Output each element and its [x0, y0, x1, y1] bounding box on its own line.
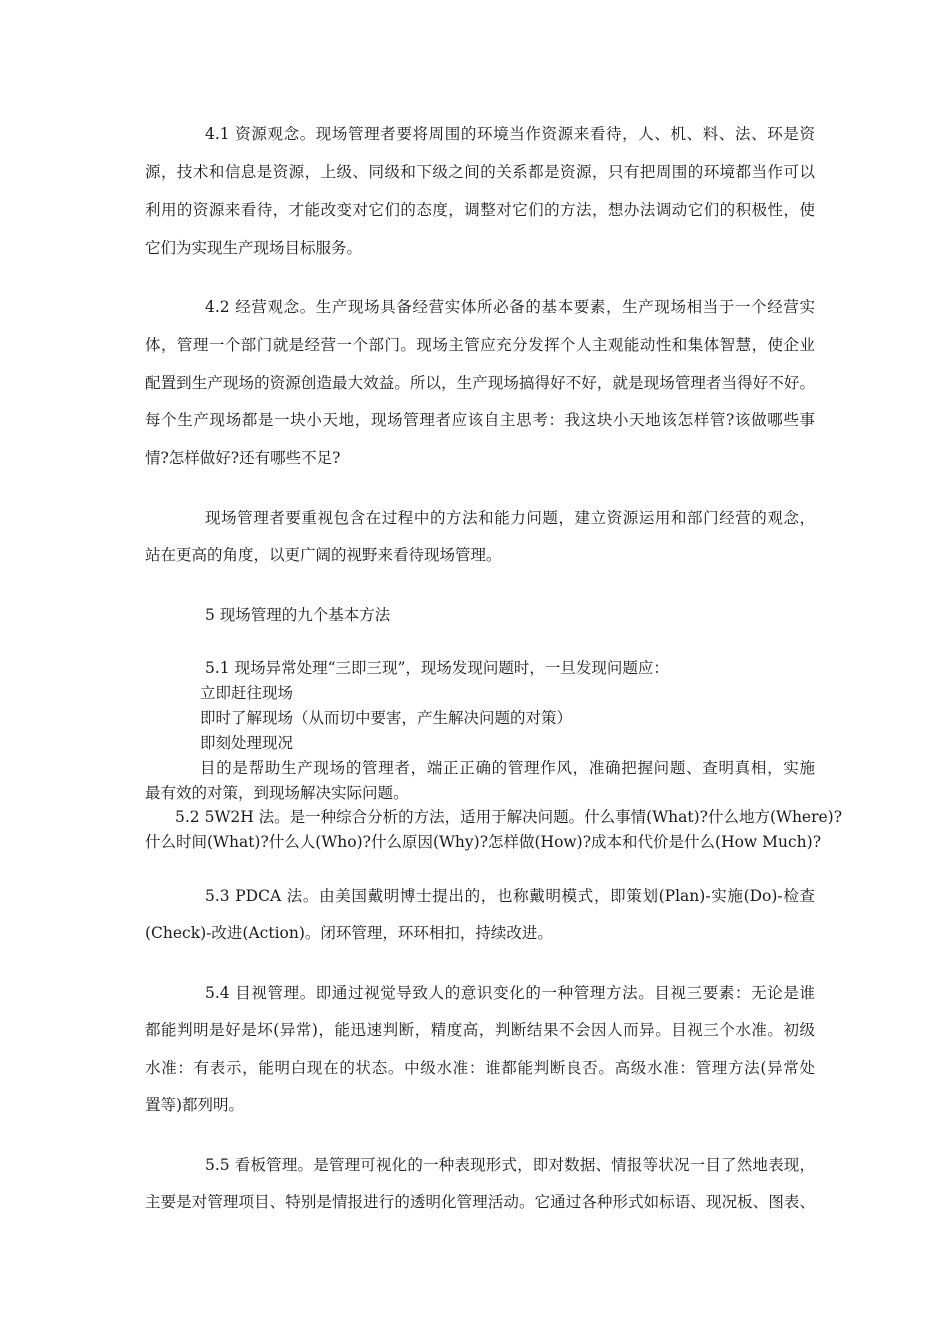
para-5-1-line-5: 目的是帮助生产现场的管理者，端正正确的管理作风，准确把握问题、查明真相，实施	[200, 759, 815, 777]
para-5-1-item-3: 即刻处理现况	[200, 734, 294, 752]
para-4-1-line-3: 利用的资源来看待，才能改变对它们的态度，调整对它们的方法，想办法调动它们的积极性，使	[145, 201, 815, 219]
section-5-heading: 5 现场管理的九个基本方法	[205, 606, 391, 624]
para-5-4-line-4: 置等)都列明。	[145, 1096, 245, 1114]
para-4-1-line-4: 它们为实现生产现场目标服务。	[145, 239, 363, 257]
summary-line-2: 站在更高的角度，以更广阔的视野来看待现场管理。	[145, 546, 502, 564]
para-5-4-line-3: 水准：有表示，能明白现在的状态。中级水准：谁都能判断良否。高级水准：管理方法(异常处	[145, 1059, 815, 1077]
para-5-1-item-1: 立即赶往现场	[200, 684, 294, 702]
para-4-2-line-1: 4.2 经营观念。生产现场具备经营实体所必备的基本要素，生产现场相当于一个经营实	[205, 298, 815, 316]
para-5-1-item-2: 即时了解现场（从而切中要害，产生解决问题的对策）	[200, 709, 573, 727]
para-5-3-line-1: 5.3 PDCA 法。由美国戴明博士提出的，也称戴明模式，即策划(Plan)-实施(Do)-检查	[205, 887, 815, 905]
para-5-4-line-1: 5.4 目视管理。即通过视觉导致人的意识变化的一种管理方法。目视三要素：无论是谁	[205, 984, 815, 1002]
para-5-4-line-2: 都能判明是好是坏(异常)，能迅速判断，精度高，判断结果不会因人而异。目视三个水准。初级	[145, 1021, 815, 1039]
para-4-1-line-2: 源，技术和信息是资源，上级、同级和下级之间的关系都是资源，只有把周围的环境都当作可以	[145, 163, 815, 181]
para-4-1-line-1: 4.1 资源观念。现场管理者要将周围的环境当作资源来看待，人、机、料、法、环是资	[205, 125, 815, 143]
para-5-1-line-6: 最有效的对策，到现场解决实际问题。	[145, 784, 409, 802]
para-4-2-line-3: 配置到生产现场的资源创造最大效益。所以，生产现场搞得好不好，就是现场管理者当得好不好。	[145, 374, 815, 392]
para-5-3-line-2: (Check)-改进(Action)。闭环管理，环环相扣，持续改进。	[145, 924, 553, 942]
para-5-2-line-1: 5.2 5W2H 法。是一种综合分析的方法，适用于解决问题。什么事情(What)?什么地方(Where)?	[175, 808, 843, 826]
para-5-2-line-2: 什么时间(What)?什么人(Who)?什么原因(Why)?怎样做(How)?成本和代价是什么(How Much)?	[145, 833, 821, 851]
summary-line-1: 现场管理者要重视包含在过程中的方法和能力问题，建立资源运用和部门经营的观念，	[205, 509, 815, 527]
para-5-5-line-1: 5.5 看板管理。是管理可视化的一种表现形式，即对数据、情报等状况一目了然地表现，	[205, 1156, 815, 1174]
para-4-2-line-5: 情?怎样做好?还有哪些不足?	[145, 449, 341, 467]
para-4-2-line-2: 体，管理一个部门就是经营一个部门。现场主管应充分发挥个人主观能动性和集体智慧，使企业	[145, 336, 815, 354]
para-4-2-line-4: 每个生产现场都是一块小天地，现场管理者应该自主思考：我这块小天地该怎样管?该做哪些事	[145, 411, 815, 429]
para-5-1-line-1: 5.1 现场异常处理“三即三现”，现场发现问题时，一旦发现问题应：	[205, 659, 669, 677]
para-5-5-line-2: 主要是对管理项目、特别是情报进行的透明化管理活动。它通过各种形式如标语、现况板、图表、	[145, 1193, 815, 1211]
